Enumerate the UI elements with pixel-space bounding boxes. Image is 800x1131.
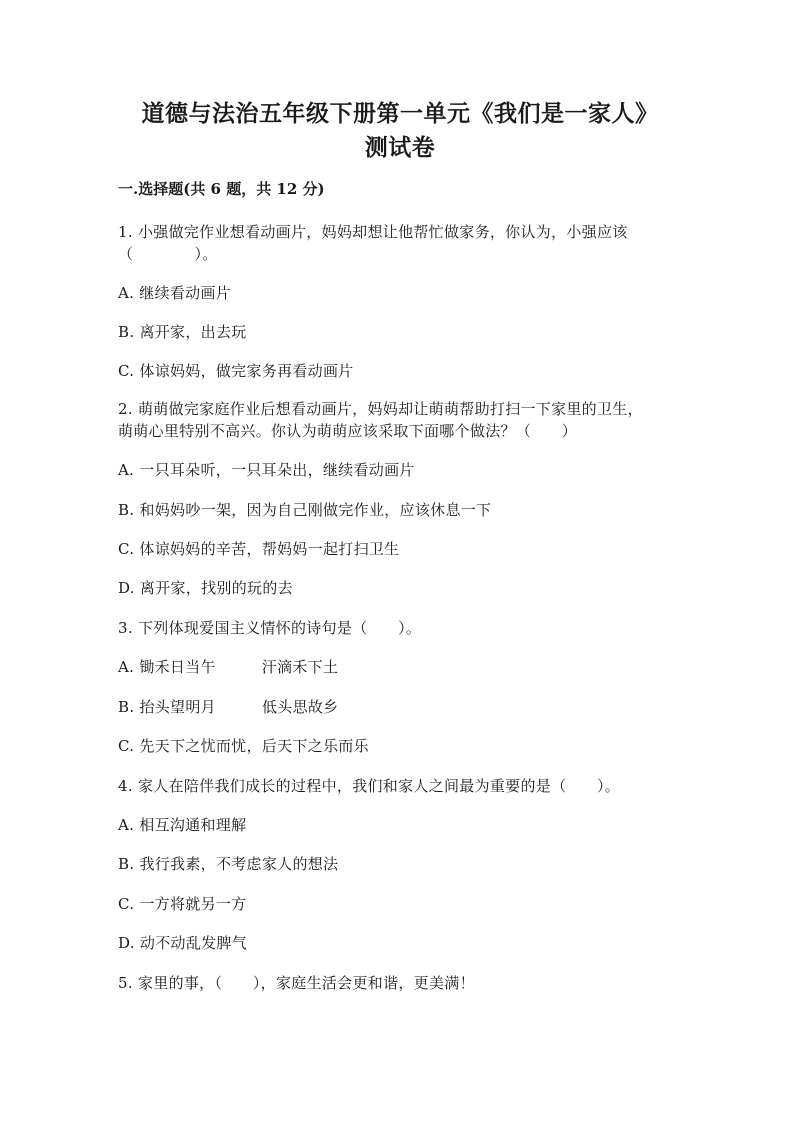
question-2-option-d: D. 离开家，找别的玩的去: [118, 579, 293, 597]
question-4-option-c: C. 一方将就另一方: [118, 895, 247, 913]
question-2-option-c: C. 体谅妈妈的辛苦，帮妈妈一起打扫卫生: [118, 540, 400, 558]
question-4-option-a: A. 相互沟通和理解: [118, 816, 247, 834]
question-4-stem: 4. 家人在陪伴我们成长的过程中，我们和家人之间最为重要的是（ ）。: [118, 777, 621, 795]
document-subtitle: 测试卷: [364, 134, 436, 161]
section-heading: 一.选择题(共 6 题，共 12 分): [118, 180, 325, 198]
question-3-option-c: C. 先天下之忧而忧，后天下之乐而乐: [118, 737, 369, 755]
question-5-stem: 5. 家里的事，（ ），家庭生活会更和谐，更美满！: [118, 974, 475, 992]
question-2-option-a: A. 一只耳朵听，一只耳朵出，继续看动画片: [118, 461, 415, 479]
option-a-verse-2: 汗滴禾下土: [261, 658, 339, 676]
question-1-blank: （ ）。: [118, 245, 218, 263]
option-b-verse-2: 低头思故乡: [261, 698, 339, 716]
question-1-option-b: B. 离开家，出去玩: [118, 323, 247, 341]
question-3-option-b: [118, 696, 678, 717]
question-1-option-c: C. 体谅妈妈，做完家务再看动画片: [118, 362, 354, 380]
question-2-stem-cont: 萌萌心里特别不高兴。你认为萌萌应该采取下面哪个做法？（ ）: [118, 422, 578, 440]
question-1-option-a: A. 继续看动画片: [118, 284, 232, 302]
question-3-option-a: [118, 656, 678, 677]
question-1-stem: 1. 小强做完作业想看动画片，妈妈却想让他帮忙做家务，你认为，小强应该: [118, 223, 628, 241]
question-4-option-b: B. 我行我素，不考虑家人的想法: [118, 855, 339, 873]
question-2-option-b: B. 和妈妈吵一架，因为自己刚做完作业，应该休息一下: [118, 501, 492, 519]
option-b-verse-1: B. 抬头望明月: [118, 698, 216, 716]
option-a-verse-1: A. 锄禾日当午: [118, 658, 216, 676]
question-2-stem: 2. 萌萌做完家庭作业后想看动画片，妈妈却让萌萌帮助打扫一下家里的卫生，: [118, 400, 643, 418]
question-4-option-d: D. 动不动乱发脾气: [118, 934, 248, 952]
question-3-stem: 3. 下列体现爱国主义情怀的诗句是（ ）。: [118, 619, 422, 637]
document-title: 道德与法治五年级下册第一单元《我们是一家人》: [141, 100, 659, 127]
